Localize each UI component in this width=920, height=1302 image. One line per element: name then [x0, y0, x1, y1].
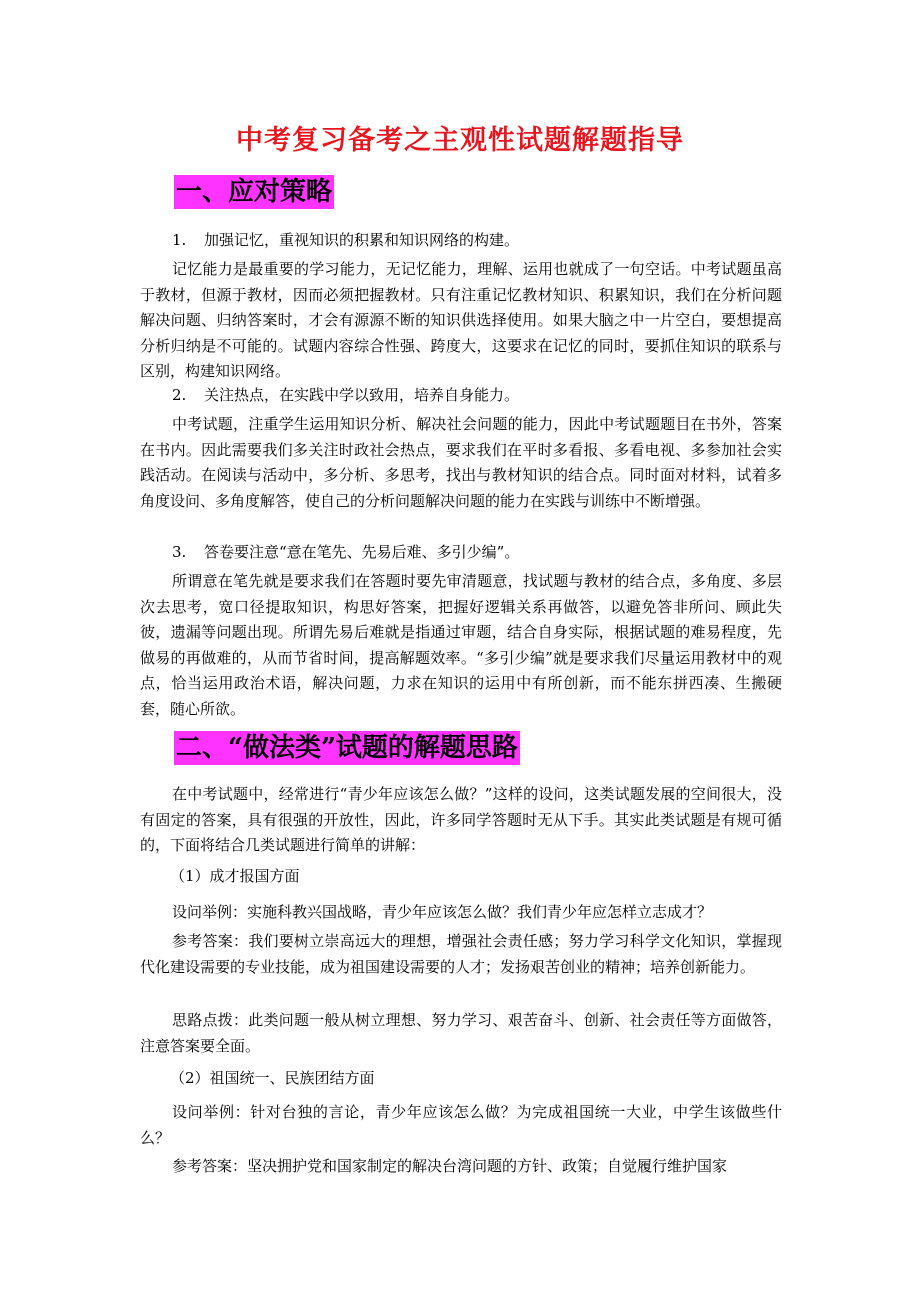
career-answer: 参考答案：我们要树立崇高远大的理想，增强社会责任感；努力学习科学文化知识，掌握现代化建设需要的专业技能，成为祖国建设需要的人才；发扬艰苦创业的精神；培养创新能力。: [140, 932, 782, 976]
sub-heading-unity: （2）祖国统一、民族团结方面: [170, 1069, 375, 1087]
section-2-intro: 在中考试题中，经常进行“青少年应该怎么做？”这样的设问，这类试题发展的空间很大，没有固定的答案，具有很强的开放性，因此，许多同学答题时无从下手。其实此类试题是有规可循的，下面将结合几类试题进行简单的讲解：: [140, 785, 782, 855]
document-title: 中考复习备考之主观性试题解题指导: [236, 125, 684, 156]
career-tip: 思路点拨：此类问题一般从树立理想、努力学习、艰苦奋斗、创新、社会责任等方面做答，注意答案要全面。: [140, 1011, 782, 1055]
item-1-body: 记忆能力是最重要的学习能力，无记忆能力，理解、运用也就成了一句空话。中考试题虽高于教材，但源于教材，因而必须把握教材。只有注重记忆教材知识、积累知识，我们在分析问题解决问题、归纳答案时，才会有源源不断的知识供选择使用。如果大脑之中一片空白，要想提高分析归纳是不可能的。试题内容综合性强、跨度大，这要求在记忆的同时，要抓住知识的联系与区别，构建知识网络。: [140, 260, 782, 381]
unity-question: 设问举例：针对台独的言论，青少年应该怎么做？为完成祖国统一大业，中学生该做些什么？: [140, 1103, 782, 1147]
item-1-title: 1. 加强记忆，重视知识的积累和知识网络的构建。: [172, 231, 520, 249]
section-heading-methods: 二、“做法类”试题的解题思路: [176, 733, 518, 763]
section-heading-strategy: 一、应对策略: [176, 177, 333, 207]
item-2-title: 2. 关注热点，在实践中学以致用，培养自身能力。: [172, 386, 520, 404]
sub-heading-career: （1）成才报国方面: [170, 867, 300, 885]
item-3-title: 3. 答卷要注意“意在笔先、先易后难、多引少编”。: [172, 543, 520, 561]
career-question: 设问举例：实施科教兴国战略，青少年应该怎么做？我们青少年应怎样立志成才？: [172, 903, 713, 921]
unity-answer: 参考答案：坚决拥护党和国家制定的解决台湾问题的方针、政策；自觉履行维护国家: [172, 1157, 728, 1175]
item-2-body: 中考试题，注重学生运用知识分析、解决社会问题的能力，因此中考试题题目在书外，答案在书内。因此需要我们多关注时政社会热点，要求我们在平时多看报、多看电视、多参加社会实践活动。在阅读与活动中，多分析、多思考，找出与教材知识的结合点。同时面对材料，试着多角度设问、多角度解答，使自己的分析问题解决问题的能力在实践与训练中不断增强。: [140, 415, 782, 510]
item-3-body: 所谓意在笔先就是要求我们在答题时要先审清题意，找试题与教材的结合点，多角度、多层次去思考，宽口径提取知识，构思好答案，把握好逻辑关系再做答，以避免答非所问、顾此失彼，遗漏等问题出现。所谓先易后难就是指通过审题，结合自身实际，根据试题的难易程度，先做易的再做难的，从而节省时间，提高解题效率。“多引少编”就是要求我们尽量运用教材中的观点，恰当运用政治术语，解决问题，力求在知识的运用中有所创新，而不能东拼西凑、生搬硬套，随心所欲。: [140, 572, 782, 718]
